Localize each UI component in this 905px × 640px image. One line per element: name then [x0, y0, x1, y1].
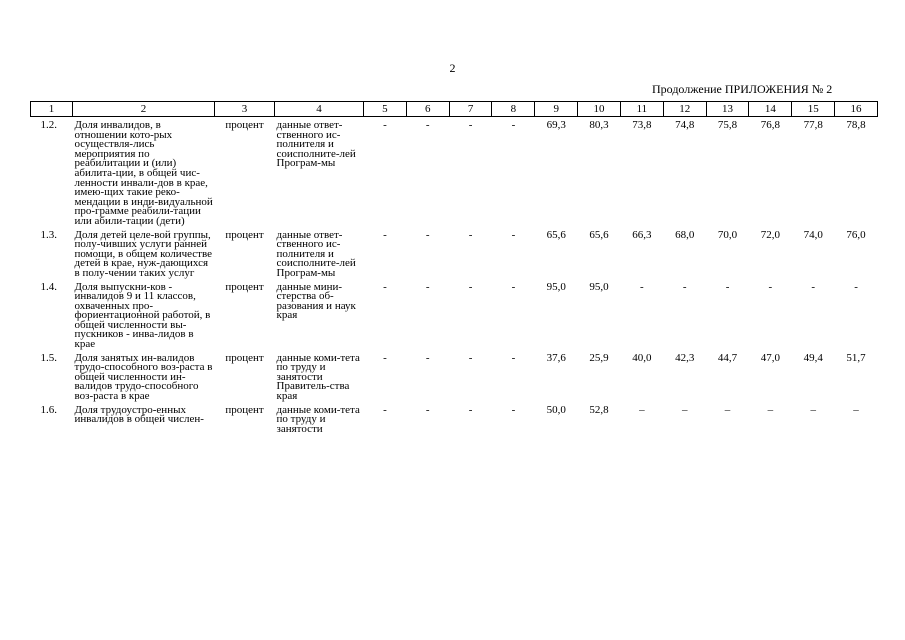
value-cell: - [768, 280, 773, 293]
value-cell: - [468, 280, 473, 293]
value-cell: - [854, 280, 858, 293]
header-cell: 12 [663, 102, 706, 117]
value-cell: 68,0 [675, 228, 695, 241]
value-cell: - [425, 351, 430, 364]
header-cell: 11 [620, 102, 663, 117]
value-cell: - [511, 351, 516, 364]
indicator-name: Доля инвалидов, в отношении кото-рых осуществля-лись мероприятия по реабилитации и (или) абилита-ции, в общей чис-ленности инвали-дов в крае, имею-щих такие реко-мендации в инди-видуальной про-грамме реабили-тации или абили-тации (дети) [74, 119, 213, 227]
table-header [31, 102, 878, 117]
value-cell: - [383, 228, 387, 241]
header-cell: 3 [215, 102, 275, 117]
value-cell: 76,8 [760, 119, 780, 131]
indicator-name: Доля детей целе-вой группы, полу-чивших услуги ранней помощи, в общем количестве детей в крае, нуж-дающихся в полу-чении таких услуг [74, 228, 213, 279]
value-cell: 51,7 [846, 351, 866, 364]
header-cell: 2 [73, 102, 215, 117]
value-cell: - [468, 228, 473, 241]
value-cell: 78,8 [846, 119, 866, 131]
header-cell: 1 [31, 102, 73, 117]
value-cell: - [468, 119, 473, 131]
value-cell: – [724, 403, 731, 416]
value-cell: - [425, 280, 430, 293]
row-number: 1.4. [40, 280, 57, 293]
value-cell: - [511, 119, 516, 131]
value-cell: 74,0 [803, 228, 823, 241]
indicators-table [30, 101, 878, 434]
value-cell: 47,0 [760, 351, 780, 364]
value-cell: 66,3 [632, 228, 652, 241]
source-cell: данные коми-тета по труду и занятости [276, 403, 360, 435]
table-row [31, 227, 878, 279]
unit-cell: процент [225, 280, 264, 293]
value-cell: - [425, 228, 430, 241]
value-cell: 44,7 [717, 351, 738, 364]
value-cell: 95,0 [546, 280, 566, 293]
unit-cell: процент [225, 228, 264, 241]
header-cell: 8 [492, 102, 535, 117]
row-number: 1.2. [40, 119, 57, 131]
value-cell: 49,4 [803, 351, 823, 364]
value-cell: 70,0 [717, 228, 738, 241]
value-cell: – [767, 403, 774, 416]
header-cell: 16 [835, 102, 878, 117]
header-cell: 6 [406, 102, 449, 117]
value-cell: - [511, 280, 516, 293]
header-cell: 14 [749, 102, 792, 117]
value-cell: - [640, 280, 644, 293]
header-cell: 7 [449, 102, 492, 117]
unit-cell: процент [225, 403, 264, 416]
value-cell: - [511, 228, 516, 241]
header-cell: 15 [792, 102, 835, 117]
value-cell: 69,3 [546, 119, 566, 131]
value-cell: – [810, 403, 816, 416]
value-cell: 77,8 [803, 119, 823, 131]
table-body [31, 117, 878, 435]
value-cell: 25,9 [589, 351, 609, 364]
header-cell: 5 [364, 102, 407, 117]
value-cell: - [425, 119, 430, 131]
value-cell: 65,6 [546, 228, 566, 241]
table-row [31, 279, 878, 350]
value-cell: - [383, 280, 387, 293]
indicator-name: Доля трудоустро-енных инвалидов в общей числен- [74, 403, 204, 426]
header-row [31, 102, 878, 117]
value-cell: 37,6 [546, 351, 566, 364]
value-cell: 73,8 [632, 119, 652, 131]
appendix-label: Продолжение ПРИЛОЖЕНИЯ № 2 [652, 82, 833, 96]
unit-cell: процент [225, 119, 264, 131]
value-cell: 72,0 [760, 228, 780, 241]
value-cell: – [639, 403, 645, 416]
row-number: 1.5. [40, 351, 57, 364]
value-cell: - [725, 280, 730, 293]
page-number: 2 [449, 61, 456, 75]
value-cell: - [425, 403, 430, 416]
indicator-name: Доля занятых ин-валидов трудо-способного воз-раста в общей численности ин-валидов трудо-способного воз-раста в крае [74, 351, 213, 403]
value-cell: 52,8 [589, 403, 609, 416]
value-cell: 75,8 [717, 119, 738, 131]
row-number: 1.3. [40, 228, 57, 241]
header-cell: 13 [706, 102, 749, 117]
value-cell: - [682, 280, 687, 293]
source-cell: данные ответ-ственного ис-полнителя и соисполните-лей Програм-мы [276, 228, 356, 279]
value-cell: - [468, 351, 473, 364]
value-cell: - [383, 351, 387, 364]
value-cell: – [681, 403, 688, 416]
value-cell: 76,0 [846, 228, 866, 241]
value-cell: 50,0 [546, 403, 566, 416]
value-cell: - [811, 280, 816, 293]
source-cell: данные ответ-ственного ис-полнителя и соисполните-лей Програм-мы [276, 119, 356, 170]
table-row [31, 402, 878, 435]
header-cell: 9 [535, 102, 578, 117]
value-cell: 42,3 [675, 351, 695, 364]
value-cell: 74,8 [675, 119, 695, 131]
unit-cell: процент [225, 351, 264, 364]
indicator-name: Доля выпускни-ков - инвалидов 9 и 11 классов, охваченных про-фориентационной работой, в общей численности вы-пускников - инва-лидов в крае [74, 280, 211, 351]
source-cell: данные коми-тета по труду и занятости Правитель-ства края [276, 351, 360, 403]
value-cell: 95,0 [589, 280, 609, 293]
value-cell: 40,0 [632, 351, 652, 364]
header-cell: 10 [578, 102, 621, 117]
table-row [31, 117, 878, 227]
value-cell: - [511, 403, 516, 416]
table-row [31, 350, 878, 402]
source-cell: данные мини-стерства об-разования и наук края [276, 280, 356, 322]
row-number: 1.6. [40, 403, 57, 416]
value-cell: - [383, 119, 387, 131]
value-cell: 65,6 [589, 228, 609, 241]
header-cell: 4 [275, 102, 364, 117]
value-cell: – [853, 403, 859, 416]
value-cell: 80,3 [589, 119, 609, 131]
value-cell: - [468, 403, 473, 416]
value-cell: - [383, 403, 387, 416]
